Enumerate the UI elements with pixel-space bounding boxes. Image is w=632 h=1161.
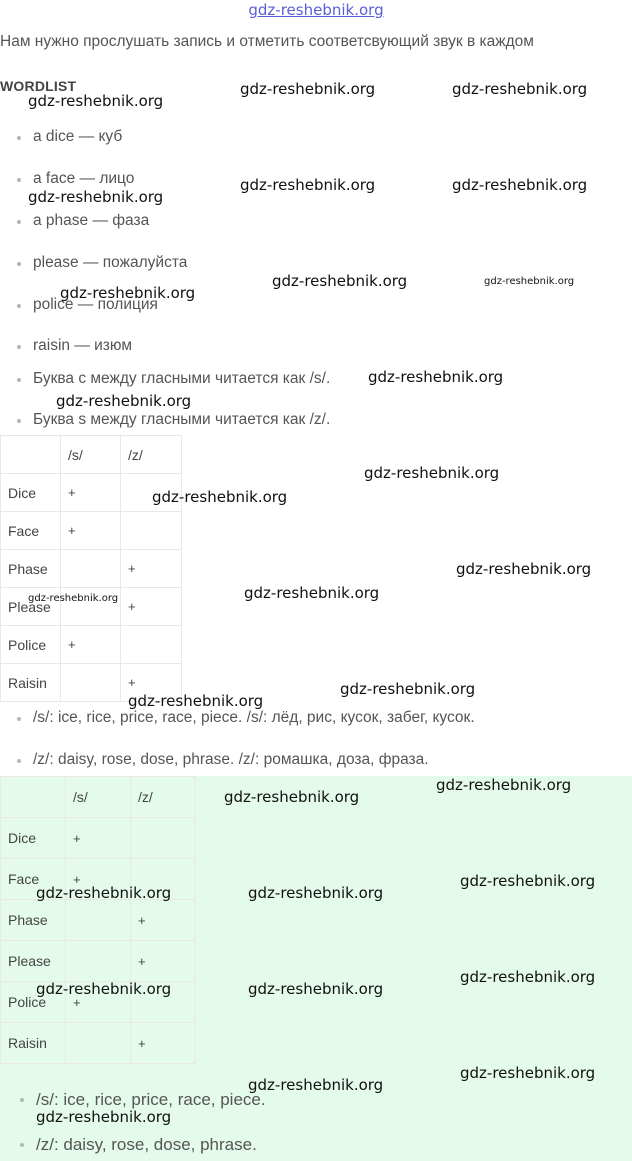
watermark-text: gdz-reshebnik.org <box>28 92 164 110</box>
rule-c-letter: Буква c между гласными читается как /s/. <box>33 370 331 387</box>
watermark-text: gdz-reshebnik.org <box>36 980 172 998</box>
watermark-text: gdz-reshebnik.org <box>248 980 384 998</box>
word-cell: Phase <box>1 550 61 588</box>
s-cell: + <box>66 982 131 1023</box>
table-header-cell: /s/ <box>61 436 121 474</box>
watermark-text: gdz-reshebnik.org <box>452 176 588 194</box>
site-title-link[interactable]: gdz-reshebnik.org <box>248 1 384 19</box>
z-cell: + <box>121 664 182 702</box>
word-cell: Police <box>1 626 61 664</box>
word-cell: Please <box>1 588 61 626</box>
table-header-row <box>1 777 196 818</box>
watermark-text: gdz-reshebnik.org <box>240 80 376 98</box>
s-cell <box>66 941 131 982</box>
watermark-text: gdz-reshebnik.org <box>460 872 596 890</box>
table-row <box>1 941 196 982</box>
watermark-text: gdz-reshebnik.org <box>248 1076 384 1094</box>
watermark-text: gdz-reshebnik.org <box>452 80 588 98</box>
word-cell: Please <box>1 941 66 982</box>
table-row <box>1 512 182 550</box>
wordlist-heading: WORDLIST <box>0 78 77 94</box>
table-header-cell <box>1 436 61 474</box>
answer-sound-table <box>0 776 196 1064</box>
table-row <box>1 550 182 588</box>
watermark-text: gdz-reshebnik.org <box>28 188 164 206</box>
s-cell: + <box>66 859 131 900</box>
s-cell <box>66 1023 131 1064</box>
watermark-text: gdz-reshebnik.org <box>272 272 408 290</box>
table-row <box>1 900 196 941</box>
watermark-text: gdz-reshebnik.org <box>152 488 288 506</box>
s-cell <box>61 664 121 702</box>
watermark-text: gdz-reshebnik.org <box>460 1064 596 1082</box>
table-header-row <box>1 436 182 474</box>
table-header-cell: /z/ <box>121 436 182 474</box>
watermark-text: gdz-reshebnik.org <box>484 276 575 287</box>
table-row <box>1 818 196 859</box>
word-cell: Raisin <box>1 1023 66 1064</box>
watermark-text: gdz-reshebnik.org <box>340 680 476 698</box>
s-cell: + <box>61 626 121 664</box>
s-cell <box>61 550 121 588</box>
z-cell <box>121 626 182 664</box>
watermark-text: gdz-reshebnik.org <box>460 968 596 986</box>
sound-table <box>0 435 182 702</box>
table-row <box>1 1023 196 1064</box>
z-cell <box>131 818 196 859</box>
watermark-text: gdz-reshebnik.org <box>436 776 572 794</box>
word-cell: Raisin <box>1 664 61 702</box>
wordlist-item: a dice — куб <box>33 128 123 145</box>
z-cell: + <box>131 1023 196 1064</box>
table-header-cell <box>1 777 66 818</box>
s-cell <box>66 900 131 941</box>
word-cell: Police <box>1 982 66 1023</box>
wordlist-item: please — пожалуйста <box>33 254 188 271</box>
word-cell: Face <box>1 859 66 900</box>
answer-example-s-sound: /s/: ice, rice, price, race, piece. <box>36 1090 266 1109</box>
word-cell: Dice <box>1 818 66 859</box>
watermark-text: gdz-reshebnik.org <box>240 176 376 194</box>
z-cell: + <box>131 900 196 941</box>
example-z-sound: /z/: daisy, rose, dose, phrase. /z/: ромашка, доза, фраза. <box>33 751 429 768</box>
z-cell <box>121 512 182 550</box>
word-cell: Dice <box>1 474 61 512</box>
z-cell: + <box>121 550 182 588</box>
rule-s-letter: Буква s между гласными читается как /z/. <box>33 411 331 428</box>
watermark-text: gdz-reshebnik.org <box>28 593 119 604</box>
table-row <box>1 626 182 664</box>
task-intro: Нам нужно прослушать запись и отметить соответсвующий звук в каждом <box>0 33 534 50</box>
watermark-text: gdz-reshebnik.org <box>248 884 384 902</box>
word-cell: Face <box>1 512 61 550</box>
wordlist-item: a phase — фаза <box>33 212 150 229</box>
watermark-text: gdz-reshebnik.org <box>368 368 504 386</box>
wordlist-item: police — полиция <box>33 296 158 313</box>
watermark-text: gdz-reshebnik.org <box>456 560 592 578</box>
watermark-text: gdz-reshebnik.org <box>60 284 196 302</box>
watermark-text: gdz-reshebnik.org <box>36 884 172 902</box>
example-s-sound: /s/: ice, rice, price, race, piece. /s/: лёд, рис, кусок, забег, кусок. <box>33 709 475 726</box>
z-cell: + <box>121 588 182 626</box>
watermark-text: gdz-reshebnik.org <box>364 464 500 482</box>
answer-example-z-sound: /z/: daisy, rose, dose, phrase. <box>36 1135 257 1154</box>
s-cell: + <box>61 512 121 550</box>
watermark-text: gdz-reshebnik.org <box>36 1108 172 1126</box>
s-cell: + <box>61 474 121 512</box>
watermark-text: gdz-reshebnik.org <box>56 392 192 410</box>
z-cell: + <box>131 941 196 982</box>
watermark-text: gdz-reshebnik.org <box>128 692 264 710</box>
wordlist-item: a face — лицо <box>33 170 135 187</box>
s-cell: + <box>66 818 131 859</box>
word-cell: Phase <box>1 900 66 941</box>
table-header-cell: /s/ <box>66 777 131 818</box>
table-header-cell: /z/ <box>131 777 196 818</box>
watermark-text: gdz-reshebnik.org <box>244 584 380 602</box>
wordlist-item: raisin — изюм <box>33 337 133 354</box>
watermark-text: gdz-reshebnik.org <box>224 788 360 806</box>
